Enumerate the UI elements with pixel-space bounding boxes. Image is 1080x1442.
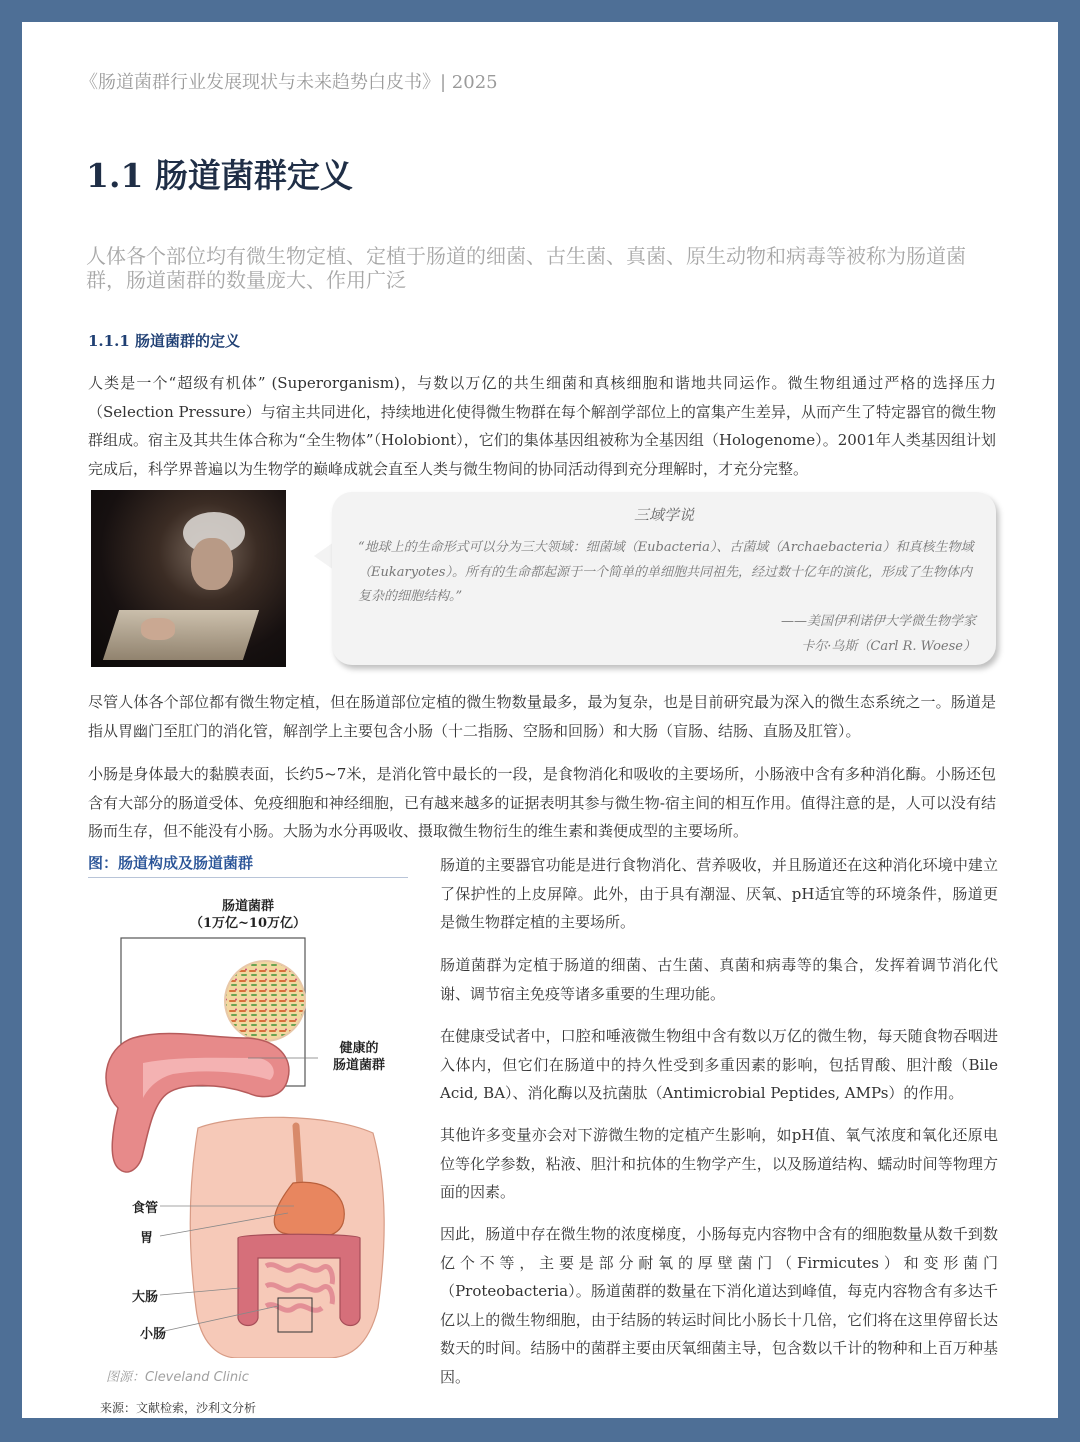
figure-label-small-intestine: 小肠 [140,1327,167,1342]
document-page [22,22,1058,1418]
portrait-face [191,538,233,590]
data-source: 来源：文献检索，沙利文分析 [100,1401,257,1415]
figure-label-stomach: 胃 [140,1231,154,1246]
quote-text: “地球上的生命形式可以分为三大领域：细菌域（Eubacteria）、古菌域（Archaebacteria）和真核生物域（Eukaryotes）。所有的生命都起源于一个简单的单细胞共同祖先，经过数十亿年的演化，形成了生物体内复杂的细胞结构。” [358,540,974,604]
esophagus [296,1126,300,1188]
section-lead: 人体各个部位均有微生物定植、定植于肠道的细菌、古生菌、真菌、原生动物和病毒等被称为肠道菌群，肠道菌群的数量庞大、作用广泛 [86,244,966,292]
figure-label-flora-title: 肠道菌群 [221,899,274,914]
quote-attribution-role: ——美国伊利诺伊大学微生物学家 [780,614,976,629]
paragraph-oral-microbiome: 在健康受试者中，口腔和唾液微生物组中含有数以万亿的微生物，每天随食物吞咽进入体内，但它们在肠道中的持久性受到多重因素的影响，包括胃酸、胆汁酸（Bile Acid, BA）、消化酶以及抗菌肽（Antimicrobial Peptides, AMPs）的作用。 [440,1027,998,1102]
quote-box [332,492,996,665]
paragraph-small-intestine: 小肠是身体最大的黏膜表面，长约5~7米，是消化管中最长的一段，是食物消化和吸收的主要场所，小肠液中含有多种消化酶。小肠还包含有大部分的肠道受体、免疫细胞和神经细胞，已有越来越多的证据表明其参与微生物-宿主间的相互作用。值得注意的是，人可以没有结肠而生存，但不能没有小肠。大肠为水分再吸收、摄取微生物衍生的维生素和粪便成型的主要场所。 [88,765,996,840]
quote-title: 三域学说 [633,506,694,524]
figure-title: 图：肠道构成及肠道菌群 [88,852,408,878]
paragraph-gut-function: 肠道的主要器官功能是进行食物消化、营养吸收，并且肠道还在这种消化环境中建立了保护性的上皮屏障。此外，由于具有潮湿、厌氧、pH适宜等的环境条件，肠道更是微生物群定植的主要场所。 [440,856,998,931]
section-title: 1.1 肠道菌群定义 [86,156,353,195]
quote-attribution-name: 卡尔·乌斯（Carl R. Woese） [801,638,976,654]
portrait-photo [91,490,286,667]
figure-label-healthy-2: 肠道菌群 [332,1058,385,1073]
paragraph-gut-flora: 肠道菌群为定植于肠道的细菌、古生菌、真菌和病毒等的集合，发挥着调节消化代谢、调节宿主免疫等诸多重要的生理功能。 [440,956,998,1003]
gut-anatomy-figure [88,888,428,1385]
subsection-title: 1.1.1 肠道菌群的定义 [88,332,240,350]
portrait-lightbox [103,610,259,660]
paragraph-concentration-gradient: 因此，肠道中存在微生物的浓度梯度，小肠每克内容物中含有的细胞数量从数千到数亿个不等，主要是部分耐氧的厚壁菌门（Firmicutes）和变形菌门（Proteobacteria）。肠道菌群的数量在下消化道达到峰值，每克内容物含有多达千亿以上的微生物细胞，由于结肠的转运时间比小肠长十几倍，它们将在这里停留长达数天的时间。结肠中的菌群主要由厌氧细菌主导，包含数以千计的物种和上百万种基因。 [440,1225,998,1386]
figure-label-esophagus: 食管 [132,1201,159,1216]
figure-label-flora-count: （1万亿~10万亿） [189,916,307,931]
report-header: 《肠道菌群行业发展现状与未来趋势白皮书》| 2025 [80,72,498,93]
figure-label-large-intestine: 大肠 [132,1290,159,1305]
gut-illustration [88,888,428,1358]
figure-image-source: 图源：Cleveland Clinic [106,1370,249,1385]
figure-label-healthy-1: 健康的 [339,1041,379,1056]
quote-pointer [314,542,334,570]
paragraph-superorganism: 人类是一个“超级有机体” (Superorganism)，与数以万亿的共生细菌和真核细胞和谐地共同运作。微生物组通过严格的选择压力（Selection Pressure）与宿主共同进化，持续地进化使得微生物群在每个解剖学部位上的富集产生差异，从而产生了特定器官的微生物群组成。宿主及其共生体合称为“全生物体”（Holobiont），它们的集体基因组被称为全基因组（Hologenome）。2001年人类基因组计划完成后，科学界普遍以为生物学的巅峰成就会直至人类与微生物间的协同活动得到充分理解时，才充分完整。 [88,374,996,478]
bacteria-zoom-circle [225,961,305,1041]
portrait-hand [141,618,175,640]
quote-attribution [781,610,976,659]
paragraph-variables: 其他许多变量亦会对下游微生物的定植产生影响，如pH值、氧气浓度和氧化还原电位等化学参数，粘液、胆汁和抗体的生物学产生，以及肠道结构、蠕动时间等物理方面的因素。 [440,1126,998,1201]
paragraph-intestine: 尽管人体各个部位都有微生物定植，但在肠道部位定植的微生物数量最多，最为复杂，也是目前研究最为深入的微生态系统之一。肠道是指从胃幽门至肛门的消化管，解剖学上主要包含小肠（十二指肠、空肠和回肠）和大肠（盲肠、结肠、直肠及肛管）。 [88,693,996,740]
